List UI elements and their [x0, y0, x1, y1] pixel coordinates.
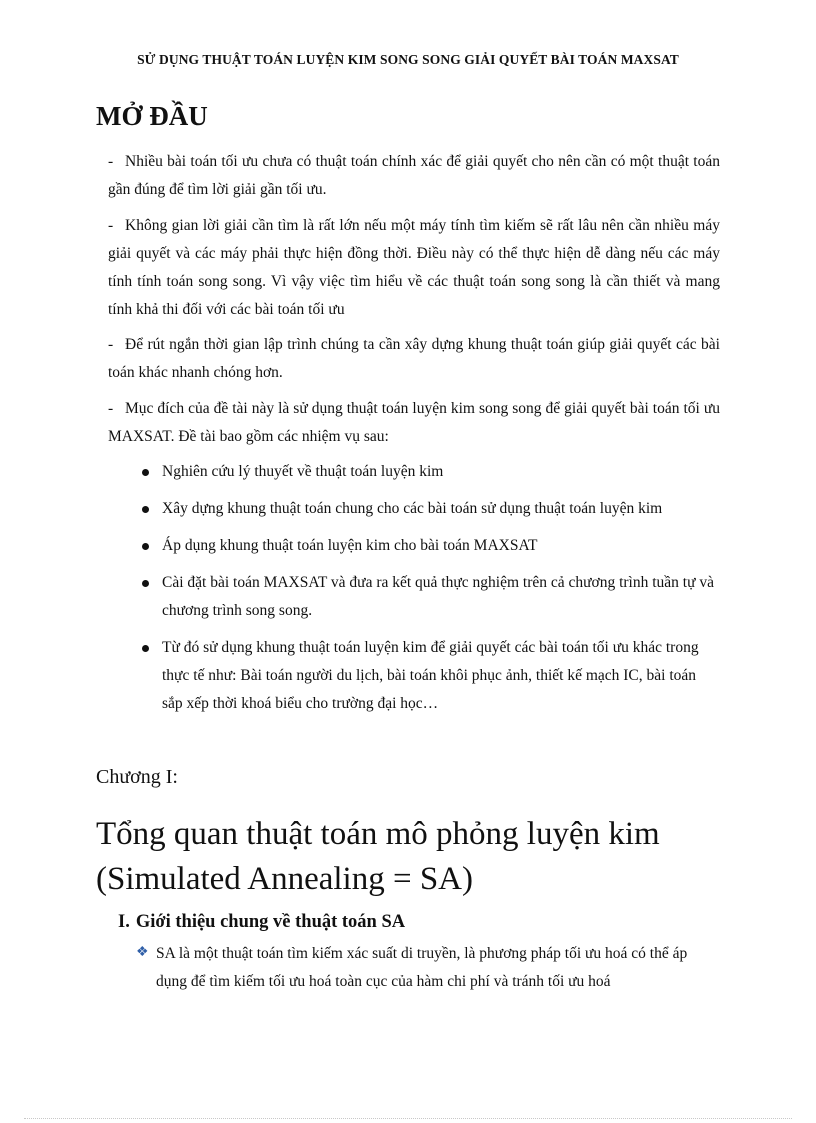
diamond-bullet-icon: ❖ [136, 945, 149, 960]
list-item-text: Xây dựng khung thuật toán chung cho các bài toán sử dụng thuật toán luyện kim [162, 500, 663, 517]
list-item [140, 569, 720, 625]
intro-paragraph-text: Mục đích của đề tài này là sử dụng thuật toán luyện kim song song để giải quyết bài toán tối ưu MAXSAT. Đề tài bao gồm các nhiệm vụ sau: [108, 400, 720, 445]
intro-paragraph-text: Nhiều bài toán tối ưu chưa có thuật toán chính xác để giải quyết cho nên cần có một thuật toán gần đúng để tìm lời giải gần tối ưu. [108, 153, 720, 198]
running-header: SỬ DỤNG THUẬT TOÁN LUYỆN KIM SONG SONG GIẢI QUYẾT BÀI TOÁN MAXSAT [137, 52, 679, 67]
dash-marker: - [108, 336, 114, 353]
list-item-text: Cài đặt bài toán MAXSAT và đưa ra kết quả thực nghiệm trên cả chương trình tuần tự và chương trình song song. [162, 574, 715, 619]
list-item [140, 634, 720, 718]
chapter-title [96, 812, 736, 902]
chapter-title-line: (Simulated Annealing = SA) [96, 861, 473, 897]
chapter-title-line: Tổng quan thuật toán mô phỏng luyện kim [96, 816, 660, 852]
list-item-text: Từ đó sử dụng khung thuật toán luyện kim để giải quyết các bài toán tối ưu khác trong thực tế như: Bài toán người du lịch, bài toán khôi phục ảnh, thiết kế mạch IC, bài toán sắp xếp thời khoá biểu cho trường đại học… [162, 639, 699, 712]
bullet-dot-icon [142, 645, 149, 652]
dash-marker: - [108, 400, 114, 417]
dash-marker: - [108, 153, 114, 170]
bullet-dot-icon [142, 580, 149, 587]
intro-paragraph [108, 395, 720, 451]
task-list [140, 458, 720, 727]
bullet-dot-icon [142, 543, 149, 550]
page-bottom-divider [24, 1118, 792, 1119]
section-bullet-paragraph [136, 940, 720, 996]
dash-marker: - [108, 217, 114, 234]
section-number: I. [118, 912, 130, 932]
list-item [140, 495, 720, 523]
list-item [140, 532, 720, 560]
bullet-dot-icon [142, 469, 149, 476]
intro-paragraph [108, 148, 720, 204]
intro-heading: MỞ ĐẦU [96, 101, 208, 131]
section-heading-text: Giới thiệu chung về thuật toán SA [135, 912, 406, 932]
bullet-dot-icon [142, 506, 149, 513]
intro-paragraph-text: Không gian lời giải cần tìm là rất lớn nếu một máy tính tìm kiếm sẽ rất lâu nên cần nhiều máy giải quyết và các máy phải thực hiện đồng thời. Điều này có thể thực hiện dễ dàng nếu các máy tính tính toán song song. Vì vậy việc tìm hiểu về các thuật toán song song là cần thiết và mang tính khả thi đối với các bài toán tối ưu [108, 217, 720, 318]
intro-paragraph-text: Để rút ngắn thời gian lập trình chúng ta cần xây dựng khung thuật toán giúp giải quyết các bài toán khác nhanh chóng hơn. [108, 336, 720, 381]
intro-paragraph [108, 212, 720, 324]
list-item [140, 458, 720, 486]
chapter-label: Chương I: [96, 766, 178, 788]
section-heading [118, 912, 405, 933]
list-item-text: Áp dụng khung thuật toán luyện kim cho bài toán MAXSAT [162, 537, 538, 554]
list-item-text: Nghiên cứu lý thuyết về thuật toán luyện kim [162, 463, 444, 480]
section-bullet-text: SA là một thuật toán tìm kiếm xác suất di truyền, là phương pháp tối ưu hoá có thể áp dụng để tìm kiếm tối ưu hoá toàn cục của hàm chi phí và tránh tối ưu hoá [156, 945, 688, 990]
intro-paragraph [108, 331, 720, 387]
